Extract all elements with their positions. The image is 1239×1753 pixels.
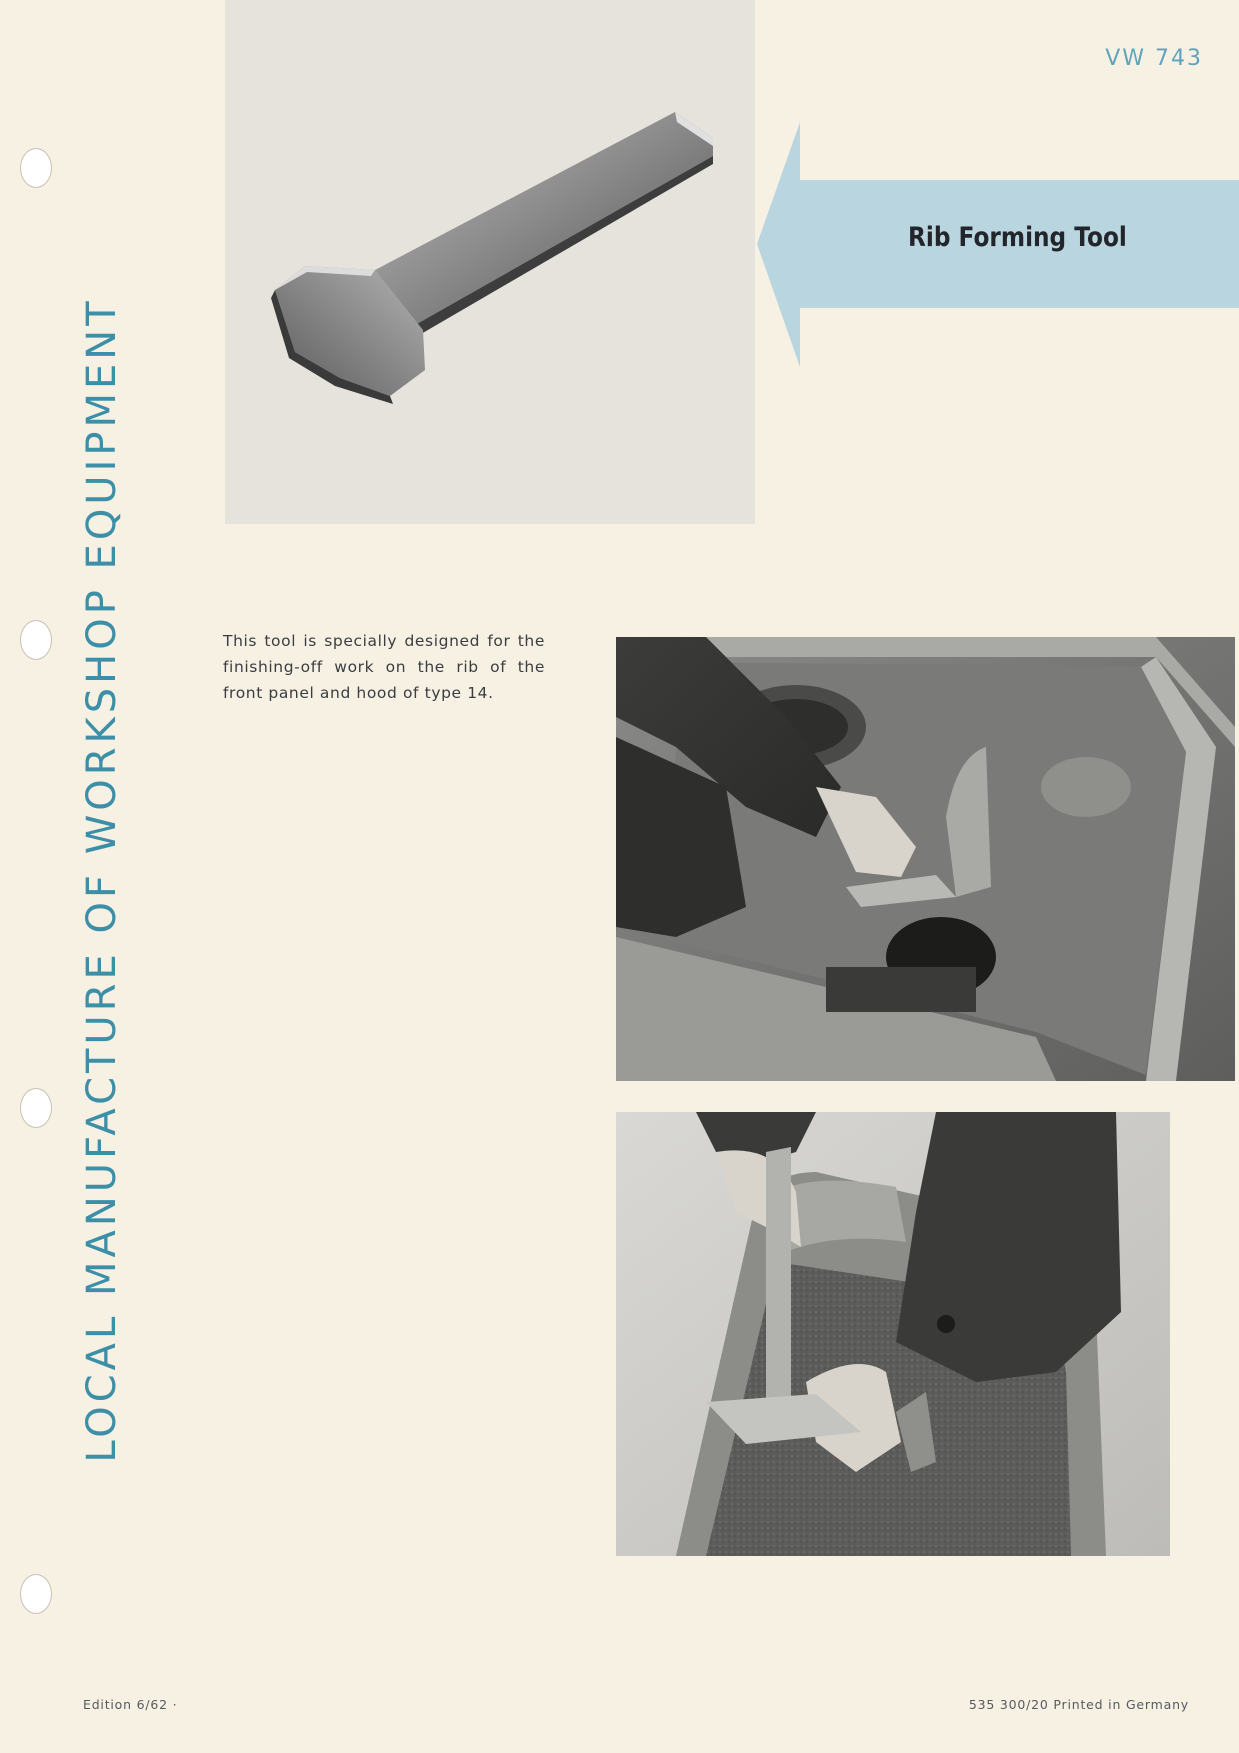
- print-note: 535 300/20 Printed in Germany: [968, 1697, 1189, 1712]
- description-text: This tool is specially designed for the finishing-off work on the rib of the front panel and hood of type 14.: [223, 632, 545, 702]
- tool-in-use-photo-front-panel: [616, 637, 1235, 1081]
- punch-hole: [20, 148, 52, 188]
- tool-in-use-photo-hood: [616, 1112, 1170, 1556]
- rib-forming-tool-illustration: [225, 0, 755, 524]
- document-number: VW 743: [1105, 46, 1203, 71]
- side-title: LOCAL MANUFACTURE OF WORKSHOP EQUIPMENT: [79, 297, 125, 1463]
- edition-note: Edition 6/62 ·: [83, 1697, 178, 1712]
- punch-hole: [20, 1574, 52, 1614]
- tool-title: Rib Forming Tool: [908, 222, 1127, 253]
- punch-hole: [20, 620, 52, 660]
- punch-hole: [20, 1088, 52, 1128]
